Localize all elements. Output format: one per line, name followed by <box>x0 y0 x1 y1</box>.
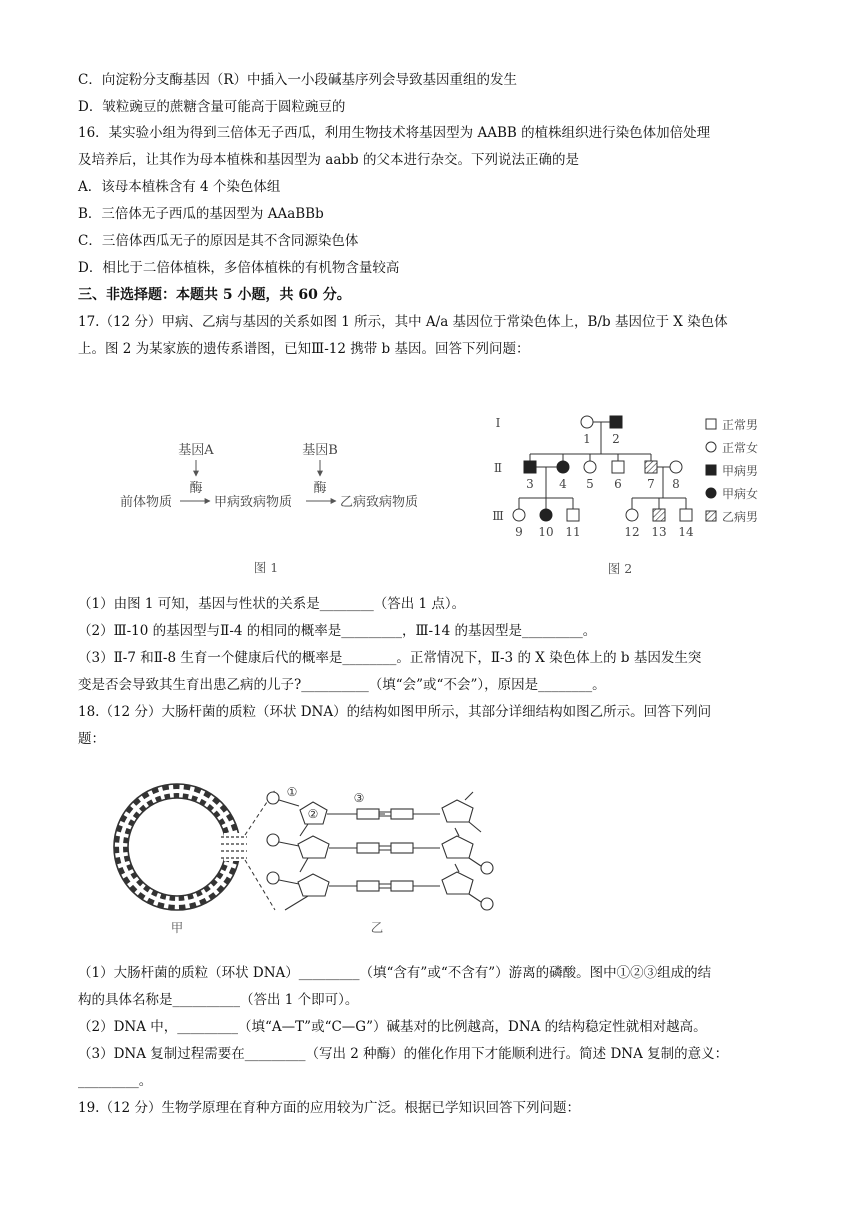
individual-3: 3 <box>526 477 534 491</box>
precursor-label: 前体物质 <box>120 495 173 510</box>
q18-part1-line1: （1）大肠杆菌的质粒（环状 DNA）_________（填“含有”或“不含有”）游离的磷酸。图中①②③组成的结 <box>78 965 712 981</box>
disease-a-substance-label: 甲病致病物质 <box>214 495 293 510</box>
figure-2-caption: 图 2 <box>607 561 633 576</box>
q16-stem-line2: 及培养后，让其作为母本植株和基因型为 aabb 的父本进行杂交。下列说法正确的是 <box>78 152 579 168</box>
gen-3-label: Ⅲ <box>492 509 504 523</box>
figure-yi-caption: 乙 <box>370 920 384 935</box>
q15-option-c: C．向淀粉分支酶基因（R）中插入一小段碱基序列会导致基因重组的发生 <box>78 72 517 88</box>
q16-option-a: A．该母本植株含有 4 个染色体组 <box>78 179 281 195</box>
q16-stem-line1: 16．某实验小组为得到三倍体无子西瓜，利用生物技术将基因型为 AABB 的植株组织进行染色体加倍处理 <box>78 125 711 141</box>
individual-5: 5 <box>586 477 594 491</box>
individual-11: 11 <box>565 525 581 539</box>
individual-4: 4 <box>559 477 567 491</box>
figure-jia-caption: 甲 <box>170 920 184 935</box>
figure-1-caption: 图 1 <box>253 560 279 575</box>
gen-2-label: Ⅱ <box>493 461 503 475</box>
individual-2: 2 <box>612 432 620 446</box>
q18-part2: （2）DNA 中，_________（填“A—T”或“C—G”）碱基对的比例越高，DNA 的结构稳定性就相对越高。 <box>78 1019 707 1035</box>
individual-12: 12 <box>624 525 640 539</box>
q17-stem-line1: 17.（12 分）甲病、乙病与基因的关系如图 1 所示，其中 A/a 基因位于常染色体上，B/b 基因位于 X 染色体 <box>78 314 728 330</box>
q17-stem-line2: 上。图 2 为某家族的遗传系谱图，已知Ⅲ-12 携带 b 基因。回答下列问题： <box>78 341 530 357</box>
marker-2: ② <box>307 807 319 821</box>
figure-1-pathway <box>110 430 470 590</box>
q18-stem-line2: 题： <box>78 731 105 747</box>
section-3-heading: 三、非选择题：本题共 5 小题，共 60 分。 <box>78 287 351 303</box>
q18-part1-line2: 构的具体名称是__________（答出 1 个即可）。 <box>78 992 359 1008</box>
q16-option-d: D．相比于二倍体植株，多倍体植株的有机物含量较高 <box>78 260 400 276</box>
enzyme-label-1: 酶 <box>189 481 203 496</box>
individual-13: 13 <box>651 525 667 539</box>
legend-disease-b-male: 乙病男 <box>722 510 759 524</box>
q17-part2: （2）Ⅲ-10 的基因型与Ⅱ-4 的相同的概率是_________，Ⅲ-14 的基因型是_________。 <box>78 623 597 639</box>
q17-part1: （1）由图 1 可知，基因与性状的关系是________（答出 1 点）。 <box>78 596 466 612</box>
individual-1: 1 <box>583 432 591 446</box>
q18-stem-line1: 18.（12 分）大肠杆菌的质粒（环状 DNA）的结构如图甲所示，其部分详细结构如图乙所示。回答下列问 <box>78 704 712 720</box>
individual-8: 8 <box>672 477 680 491</box>
individual-6: 6 <box>614 477 622 491</box>
gene-b-label: 基因B <box>302 443 338 458</box>
q17-part3-line2: 变是否会导致其生育出患乙病的儿子?__________（填“会”或“不会”），原因是________。 <box>78 677 606 693</box>
marker-3: ③ <box>353 791 365 805</box>
q17-part3-line1: （3）Ⅱ-7 和Ⅱ-8 生育一个健康后代的概率是________。正常情况下，Ⅱ-3 的 X 染色体上的 b 基因发生突 <box>78 650 702 666</box>
q19-stem: 19.（12 分）生物学原理在育种方面的应用较为广泛。根据已学知识回答下列问题： <box>78 1100 580 1116</box>
q18-part3-line1: （3）DNA 复制过程需要在_________（写出 2 种酶）的催化作用下才能顺利进行。简述 DNA 复制的意义： <box>78 1046 729 1062</box>
legend-disease-a-female: 甲病女 <box>722 487 759 501</box>
q16-option-b: B．三倍体无子西瓜的基因型为 AAaBBb <box>78 206 324 222</box>
q18-part3-line2: _________。 <box>78 1073 153 1089</box>
legend-normal-male: 正常男 <box>722 418 759 432</box>
legend-disease-a-male: 甲病男 <box>722 464 759 478</box>
q16-option-c: C．三倍体西瓜无子的原因是其不含同源染色体 <box>78 233 359 249</box>
figure-2-pedigree <box>488 405 788 590</box>
gene-a-label: 基因A <box>178 443 214 458</box>
gen-1-label: Ⅰ <box>495 416 501 430</box>
figure-plasmid-dna <box>95 780 515 940</box>
individual-9: 9 <box>515 525 523 539</box>
individual-14: 14 <box>678 525 694 539</box>
individual-10: 10 <box>538 525 554 539</box>
legend-normal-female: 正常女 <box>722 441 759 455</box>
enzyme-label-2: 酶 <box>313 481 327 496</box>
individual-7: 7 <box>647 477 655 491</box>
disease-b-substance-label: 乙病致病物质 <box>340 495 419 510</box>
q15-option-d: D．皱粒豌豆的蔗糖含量可能高于圆粒豌豆的 <box>78 99 346 115</box>
marker-1: ① <box>286 785 298 799</box>
